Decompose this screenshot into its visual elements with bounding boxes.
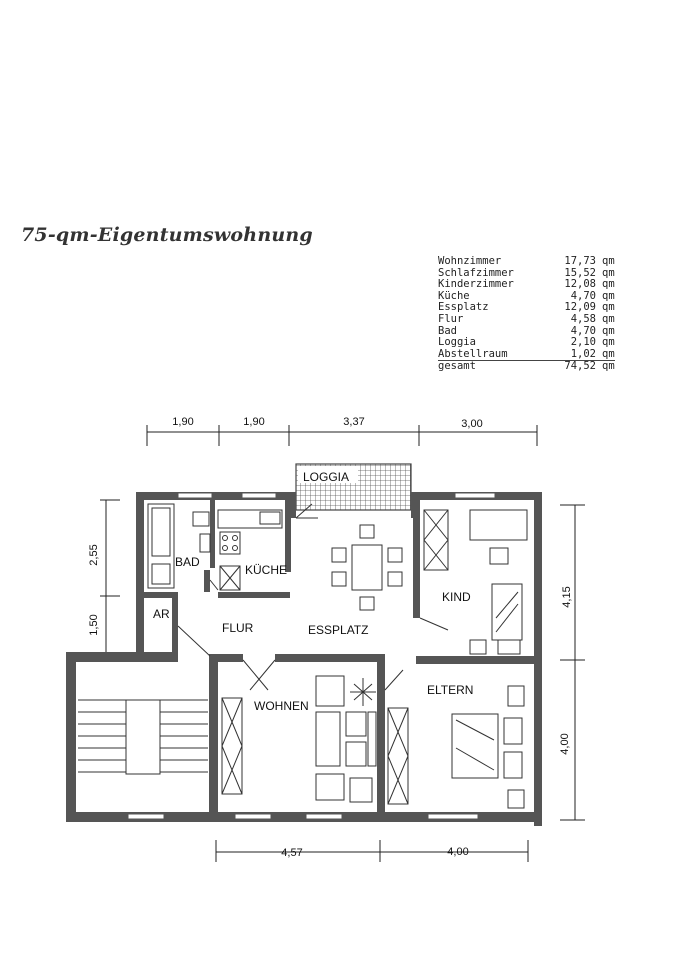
kind-furniture <box>424 510 527 654</box>
area-total-name: gesamt <box>438 360 476 373</box>
dim-top-1: 1,90 <box>172 416 194 428</box>
area-unit: qm <box>602 347 615 360</box>
wall-ar-top <box>144 592 178 598</box>
wall-unit <box>222 698 242 794</box>
area-value: 2,10 <box>570 336 596 349</box>
kitchen-fixtures <box>218 510 282 590</box>
room-label-essplatz: ESSPLATZ <box>308 623 369 637</box>
area-value: 12,08 <box>564 278 596 291</box>
dim-left-2: 1,50 <box>88 614 100 636</box>
area-name: Küche <box>438 289 470 302</box>
wall-stair-top <box>66 652 178 662</box>
wall-kueche-bottom <box>218 592 290 598</box>
room-labels <box>153 555 473 713</box>
area-name: Essplatz <box>438 301 489 314</box>
wall-kind-left <box>413 500 420 618</box>
dining-furniture <box>332 525 402 610</box>
area-unit: qm <box>602 312 615 325</box>
dim-top-3: 3,37 <box>343 416 365 428</box>
area-unit: qm <box>602 255 615 267</box>
area-value: 4,70 <box>570 324 596 337</box>
area-unit: qm <box>602 336 615 349</box>
area-unit: qm <box>602 289 615 302</box>
area-unit: qm <box>602 301 615 314</box>
wall-wohnen-eltern <box>377 654 385 812</box>
area-unit: qm <box>602 266 615 279</box>
area-name: Wohnzimmer <box>438 255 502 267</box>
wall-ar-right <box>172 596 178 656</box>
walls <box>66 492 542 826</box>
area-unit: qm <box>602 278 615 291</box>
plan-title: 75-qm-Eigentumswohnung <box>21 224 313 246</box>
wall-kind-eltern <box>416 656 542 664</box>
sink <box>260 512 280 524</box>
staircase <box>78 700 208 774</box>
dim-top-2: 1,90 <box>243 416 265 428</box>
wall-stair-left <box>66 652 76 822</box>
dim-top-4: 3,00 <box>461 418 483 430</box>
wardrobe <box>424 510 448 570</box>
area-name: Flur <box>438 312 464 325</box>
dim-right-2: 4,00 <box>559 733 571 755</box>
area-name: Loggia <box>438 336 476 349</box>
plant-icon <box>350 678 376 706</box>
desk <box>470 510 527 540</box>
stove <box>220 532 240 554</box>
loggia <box>296 464 411 510</box>
washbasin <box>193 512 209 526</box>
dim-right-1: 4,15 <box>561 586 573 608</box>
toilet <box>200 534 210 552</box>
area-value: 1,02 <box>538 349 602 361</box>
area-total-unit: qm <box>602 360 615 373</box>
sofa-side <box>316 712 340 766</box>
area-name: Kinderzimmer <box>438 278 514 291</box>
area-name: Abstellraum <box>438 349 538 361</box>
room-label-kind: KIND <box>442 590 471 604</box>
dim-left-1: 2,55 <box>88 544 100 566</box>
room-label-loggia: LOGGIA <box>303 470 350 484</box>
dim-bottom-2: 4,00 <box>447 846 469 858</box>
area-value: 4,58 <box>570 312 596 325</box>
wall-wohnen-top-left <box>218 654 243 662</box>
eltern-furniture <box>388 686 524 808</box>
area-value: 4,70 <box>570 289 596 302</box>
eltern-wardrobe <box>388 708 408 804</box>
room-label-kueche: KÜCHE <box>245 563 288 577</box>
area-unit: qm <box>602 324 615 337</box>
wall-kueche-right <box>285 500 291 572</box>
wall-bad-door <box>204 570 210 592</box>
room-label-ar: AR <box>153 607 170 621</box>
wall-wohnen-top <box>275 654 385 662</box>
room-label-wohnen: WOHNEN <box>254 699 309 713</box>
area-name: Bad <box>438 324 457 337</box>
sofa-top <box>316 676 344 706</box>
room-label-bad: BAD <box>175 555 200 569</box>
wohnen-furniture <box>222 676 376 802</box>
area-total-value: 74,52 <box>564 360 596 373</box>
area-value: 17,73 <box>564 255 596 267</box>
dining-table <box>352 545 382 590</box>
area-name: Schlafzimmer <box>438 266 514 279</box>
wall-outer-left-upper <box>136 492 144 662</box>
room-label-flur: FLUR <box>222 621 254 635</box>
area-value: 12,09 <box>564 301 596 314</box>
wall-stair-right <box>209 654 218 822</box>
area-value: 15,52 <box>564 266 596 279</box>
room-label-eltern: ELTERN <box>427 683 474 697</box>
wall-bad-kueche <box>210 500 215 568</box>
dim-bottom-1: 4,57 <box>281 847 303 859</box>
bath-fixtures <box>148 504 210 588</box>
